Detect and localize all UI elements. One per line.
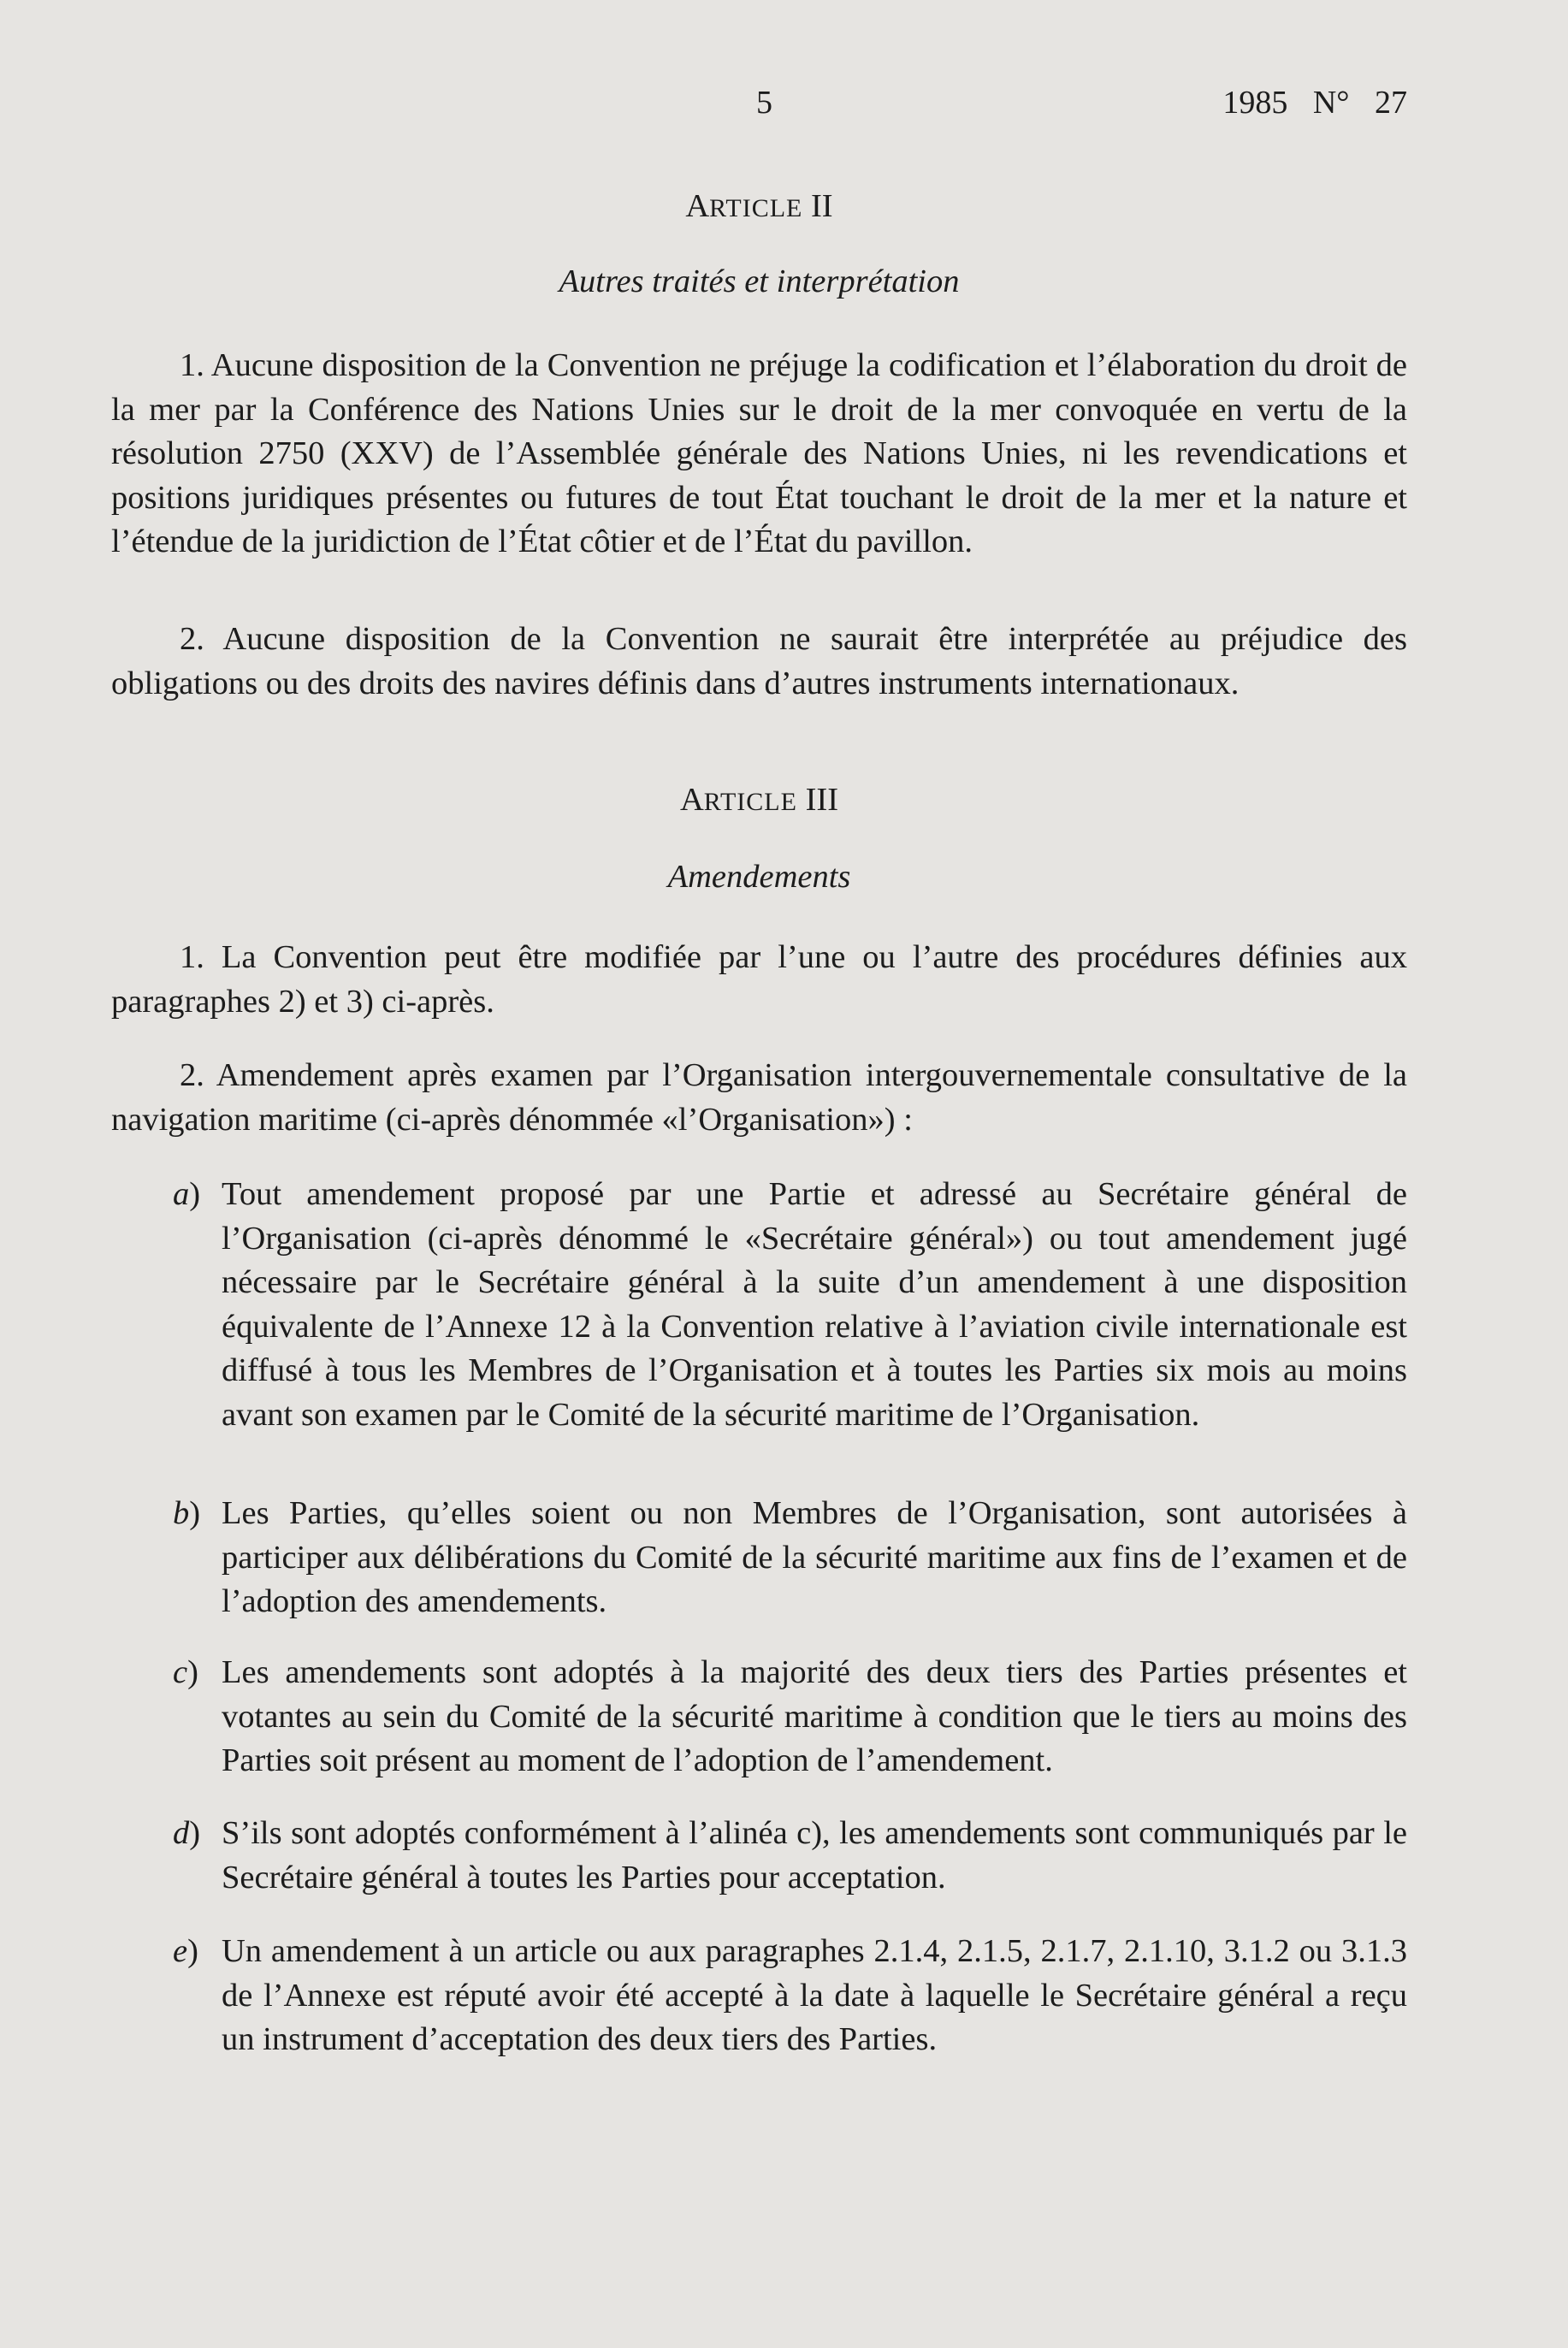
list-item: b) Les Parties, qu’elles soient ou non Membres de l’Organisation, sont autorisées à participer aux délibérations du Comité de la sécurité maritime aux fins de l’examen et de l’adoption des amendements. [173,1495,1407,1619]
page-header [111,84,1407,127]
article-3-heading: ARTICLE III [679,782,839,818]
page-number: 5 [756,85,772,121]
article-2-paragraph-1: 1. Aucune disposition de la Convention ne préjuge la codification et l’élaboration du droit de la mer par la Conférence des Nations Unies sur le droit de la mer convoquée en vertu de la résolution 2750 (XXV) de l’Assemblée générale des Nations Unies, ni les revendications et positions juridiques présentes ou futures de tout État touchant le droit de la mer et la nature et l’étendue de la juridiction de l’État côtier et de l’État du pavillon. [111,347,1407,559]
list-item: d) S’ils sont adoptés conformément à l’alinéa c), les amendements sont communiqués par le Secrétaire général à toutes les Parties pour acceptation. [173,1815,1407,1896]
list-item: a) Tout amendement proposé par une Partie et adressé au Secrétaire général de l’Organisation (ci-après dénommé le «Secrétaire général») ou tout amendement jugé nécessaire par le Secrétaire général à la suite d’un amendement à une disposition équivalente de l’Annexe 12 à la Convention relative à l’aviation civile internationale est diffusé à tous les Membres de l’Organisation et à toutes les Parties six mois au moins avant son examen par le Comité de la sécurité maritime de l’Organisation. [173,1176,1407,1433]
article-3-paragraph-1: 1. La Convention peut être modifiée par l’une ou l’autre des procédures définies aux paragraphes 2) et 3) ci-après. [111,939,1407,1020]
list-item: e) Un amendement à un article ou aux paragraphes 2.1.4, 2.1.5, 2.1.7, 2.1.10, 3.1.2 ou 3.1.3 de l’Annexe est réputé avoir été accepté à la date à laquelle le Secrétaire général a reçu un instrument d’acceptation des deux tiers des Parties. [173,1933,1407,2057]
article-3-title: Amendements [667,859,851,895]
article-2-title: Autres traités et interprétation [559,263,960,299]
article-2-paragraph-2: 2. Aucune disposition de la Convention ne saurait être interprétée au préjudice des obligations ou des droits des navires définis dans d’autres instruments internationaux. [111,621,1407,701]
year-and-number: 1985 N° 27 [1222,85,1407,121]
article-3-paragraph-2: 2. Amendement après examen par l’Organisation intergouvernementale consultative de la navigation maritime (ci-après dénommée «l’Organisation») : [111,1057,1407,1138]
list-item: c) Les amendements sont adoptés à la majorité des deux tiers des Parties présentes et votantes au sein du Comité de la sécurité maritime à condition que le tiers au moins des Parties soit présent au moment de l’adoption de l’amendement. [173,1654,1407,1778]
article-2-heading: ARTICLE II [685,188,833,224]
